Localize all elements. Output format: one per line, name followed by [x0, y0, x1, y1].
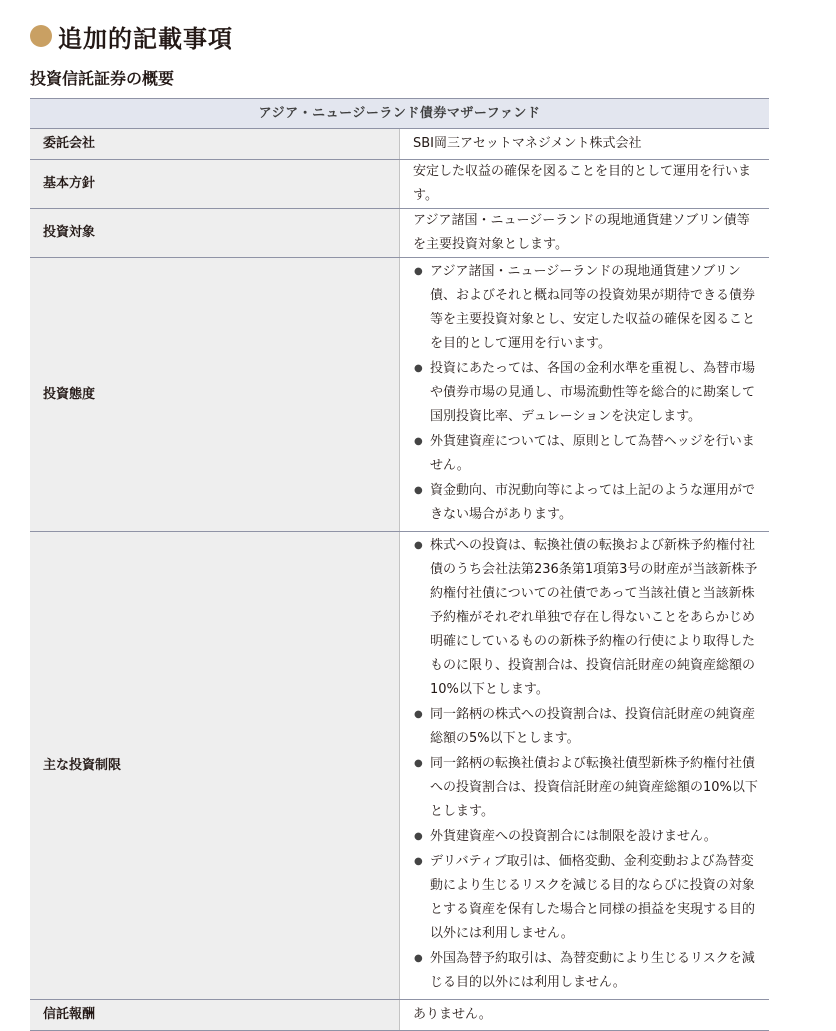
- list-item: ● 株式への投資は、転換社債の転換および新株予約権付社債のうち会社法第236条第1項第3号の財産が当該新株予約権付社債についての社債であって当該社債と当該新株予約権がそれぞれ単独で存在し得ないことをあらかじめ明確にしているものの新株予約権の行使により取得したものに限り、投資割合は、投資信託財産の純資産総額の10%以下とします。: [413, 534, 759, 702]
- investment-stance-list: [413, 260, 759, 527]
- row-label-investment-target: 投資対象: [30, 209, 400, 258]
- row-value-investment-target: アジア諸国・ニュージーランドの現地通貨建ソブリン債等を主要投資対象とします。: [400, 209, 770, 258]
- circle-bullet-icon: [30, 25, 52, 47]
- row-label-trust-fee: 信託報酬: [30, 1000, 400, 1031]
- table-row: [30, 160, 769, 209]
- row-label-policy: 基本方針: [30, 160, 400, 209]
- list-item: ● 同一銘柄の転換社債および転換社債型新株予約権付社債への投資割合は、投資信託財産の純資産総額の10%以下とします。: [413, 752, 759, 824]
- subsection-title: 投資信託証券の概要: [30, 69, 175, 88]
- row-label-investment-stance: 投資態度: [30, 258, 400, 532]
- table-row: [30, 1000, 769, 1031]
- table-title-row: [30, 99, 769, 129]
- row-value-policy: 安定した収益の確保を図ることを目的として運用を行います。: [400, 160, 770, 209]
- section-heading: [30, 16, 233, 56]
- table-row: [30, 129, 769, 160]
- row-value-investment-restrictions: [400, 532, 770, 1000]
- row-value-trustee: SBI岡三アセットマネジメント株式会社: [400, 129, 770, 160]
- row-label-trustee: 委託会社: [30, 129, 400, 160]
- section-title: 追加的記載事項: [58, 24, 233, 53]
- row-value-investment-stance: [400, 258, 770, 532]
- list-item: ● 外国為替予約取引は、為替変動により生じるリスクを減じる目的以外には利用しません。: [413, 947, 759, 995]
- investment-restrictions-list: [413, 534, 759, 995]
- fund-overview-table: [30, 98, 769, 1031]
- table-row: [30, 209, 769, 258]
- list-item: ● デリバティブ取引は、価格変動、金利変動および為替変動により生じるリスクを減じる目的ならびに投資の対象とする資産を保有した場合と同様の損益を実現する目的以外には利用しません。: [413, 850, 759, 946]
- list-item: ● 資金動向、市況動向等によっては上記のような運用ができない場合があります。: [413, 479, 759, 527]
- list-item: ● 外貨建資産への投資割合には制限を設けません。: [413, 825, 759, 849]
- row-label-investment-restrictions: 主な投資制限: [30, 532, 400, 1000]
- table-row: [30, 258, 769, 532]
- fund-name: アジア・ニュージーランド債券マザーファンド: [30, 99, 769, 129]
- list-item: ● アジア諸国・ニュージーランドの現地通貨建ソブリン債、およびそれと概ね同等の投資効果が期待できる債券等を主要投資対象とし、安定した収益の確保を図ることを目的として運用を行います。: [413, 260, 759, 356]
- row-value-trust-fee: ありません。: [400, 1000, 770, 1031]
- list-item: ● 同一銘柄の株式への投資割合は、投資信託財産の純資産総額の5%以下とします。: [413, 703, 759, 751]
- table-row: [30, 532, 769, 1000]
- list-item: ● 投資にあたっては、各国の金利水準を重視し、為替市場や債券市場の見通し、市場流動性等を総合的に勘案して国別投資比率、デュレーションを決定します。: [413, 357, 759, 429]
- list-item: ● 外貨建資産については、原則として為替ヘッジを行いません。: [413, 430, 759, 478]
